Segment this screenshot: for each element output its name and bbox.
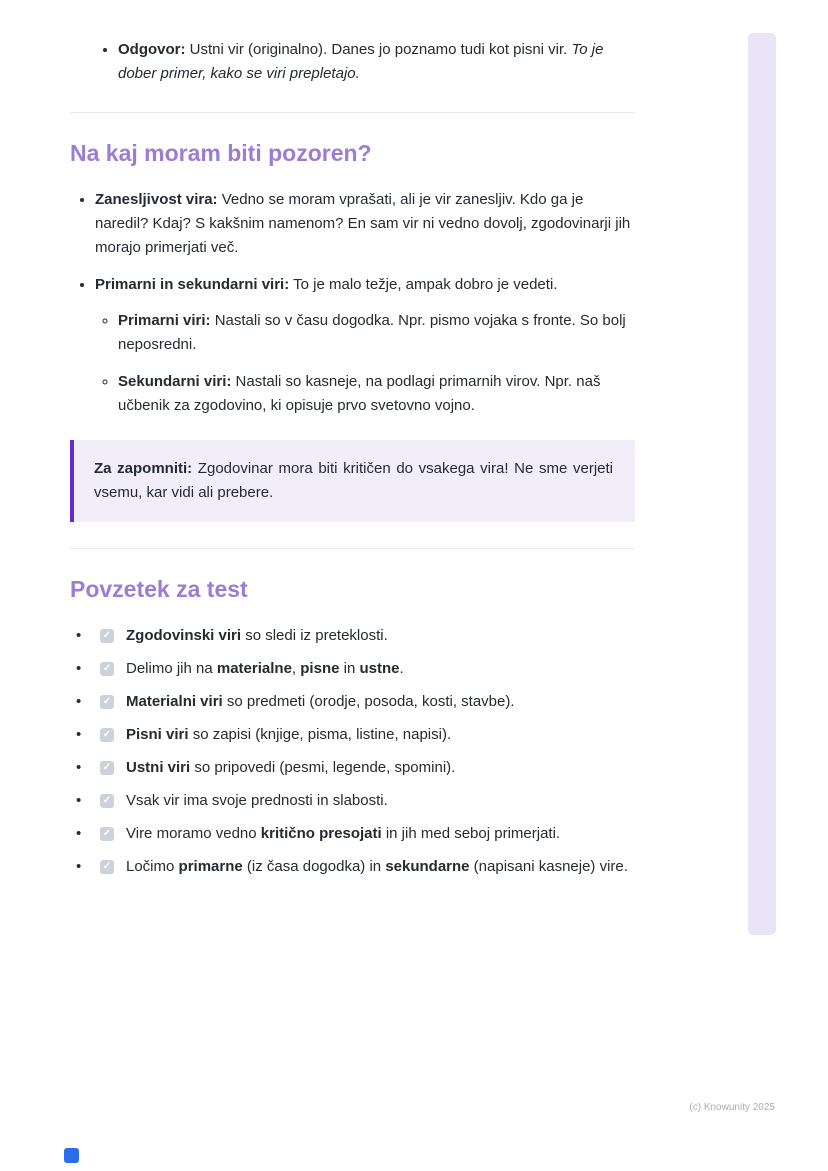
checkbox-checked-icon[interactable]: ✓ — [100, 662, 114, 676]
sub-bullet-text: Primarni viri: Nastali so v času dogodka. Npr. pismo vojaka s fronte. So bolj neposredni. — [118, 311, 626, 353]
checklist-item-text: Pisni viri so zapisi (knjige, pisma, listine, napisi). — [126, 725, 452, 743]
document-content — [70, 0, 635, 888]
checklist-item — [76, 855, 635, 879]
intro-bullet-list — [70, 38, 635, 86]
checklist-item-text: Zgodovinski viri so sledi iz preteklosti. — [126, 626, 388, 644]
checklist-item-text: Delimo jih na materialne, pisne in ustne. — [126, 659, 404, 677]
copyright-footer: (c) Knowunity 2025 — [689, 1102, 775, 1113]
section-title-povzetek: Povzetek za test — [70, 575, 248, 602]
checklist-item — [76, 657, 635, 681]
bullet-marker: • — [76, 824, 82, 842]
checklist-item-text: Ločimo primarne (iz časa dogodka) in sekundarne (napisani kasneje) vire. — [126, 857, 628, 875]
sub-bullet-text: Sekundarni viri: Nastali so kasneje, na podlagi primarnih virov. Npr. naš učbenik za zgodovino, ki opisuje prvo svetovno vojno. — [118, 372, 601, 414]
bullet-marker: • — [76, 692, 82, 710]
checklist-item-text: Ustni viri so pripovedi (pesmi, legende, spomini). — [126, 758, 456, 776]
checklist-item — [76, 723, 635, 747]
checklist-item — [76, 756, 635, 780]
summary-checklist — [70, 624, 635, 879]
intro-bullet-text: Odgovor: Ustni vir (originalno). Danes jo poznamo tudi kot pisni vir. To je dober primer, kako se viri prepletajo. — [118, 41, 604, 82]
section1-bullet-list — [70, 188, 635, 418]
checkbox-checked-icon[interactable]: ✓ — [100, 728, 114, 742]
section-title-pozoren: Na kaj moram biti pozoren? — [70, 140, 372, 166]
scroll-indicator[interactable] — [748, 33, 776, 935]
checkbox-checked-icon[interactable]: ✓ — [100, 827, 114, 841]
checklist-item — [76, 624, 635, 648]
bullet-marker: • — [76, 791, 82, 809]
list-item — [118, 309, 635, 357]
divider — [70, 548, 635, 549]
checkbox-checked-icon[interactable]: ✓ — [100, 860, 114, 874]
bullet-marker: • — [76, 758, 82, 776]
checklist-item-text: Materialni viri so predmeti (orodje, posoda, kosti, stavbe). — [126, 692, 515, 710]
bullet-marker: • — [76, 857, 82, 875]
list-item — [95, 188, 635, 260]
bullet-marker: • — [76, 626, 82, 644]
bullet-marker: • — [76, 659, 82, 677]
callout-note — [70, 440, 635, 522]
checklist-item-text: Vsak vir ima svoje prednosti in slabosti. — [126, 791, 388, 809]
divider — [70, 112, 635, 113]
callout-text: Za zapomniti: Zgodovinar mora biti kritičen do vsakega vira! Ne sme verjeti vsemu, kar vidi ali prebere. — [94, 459, 613, 501]
checklist-item — [76, 822, 635, 846]
checklist-item — [76, 690, 635, 714]
checklist-item-text: Vire moramo vedno kritično presojati in jih med seboj primerjati. — [126, 824, 561, 842]
checkbox-checked-icon[interactable]: ✓ — [100, 761, 114, 775]
bullet-text: Primarni in sekundarni viri: To je malo težje, ampak dobro je vedeti. — [95, 275, 558, 293]
checkbox-checked-icon[interactable]: ✓ — [100, 695, 114, 709]
checkbox-checked-icon[interactable]: ✓ — [100, 794, 114, 808]
corner-blue-square — [64, 1148, 79, 1163]
checklist-item — [76, 789, 635, 813]
checkbox-checked-icon[interactable]: ✓ — [100, 629, 114, 643]
list-item — [118, 370, 635, 418]
list-item — [118, 38, 635, 86]
sub-bullet-list — [95, 309, 635, 418]
list-item — [95, 273, 635, 418]
bullet-text: Zanesljivost vira: Vedno se moram vprašati, ali je vir zanesljiv. Kdo ga je naredil? Kdaj? S kakšnim namenom? En sam vir ni vedno dovolj, zgodovinarji jih morajo primerjati več. — [95, 190, 631, 256]
bullet-marker: • — [76, 725, 82, 743]
